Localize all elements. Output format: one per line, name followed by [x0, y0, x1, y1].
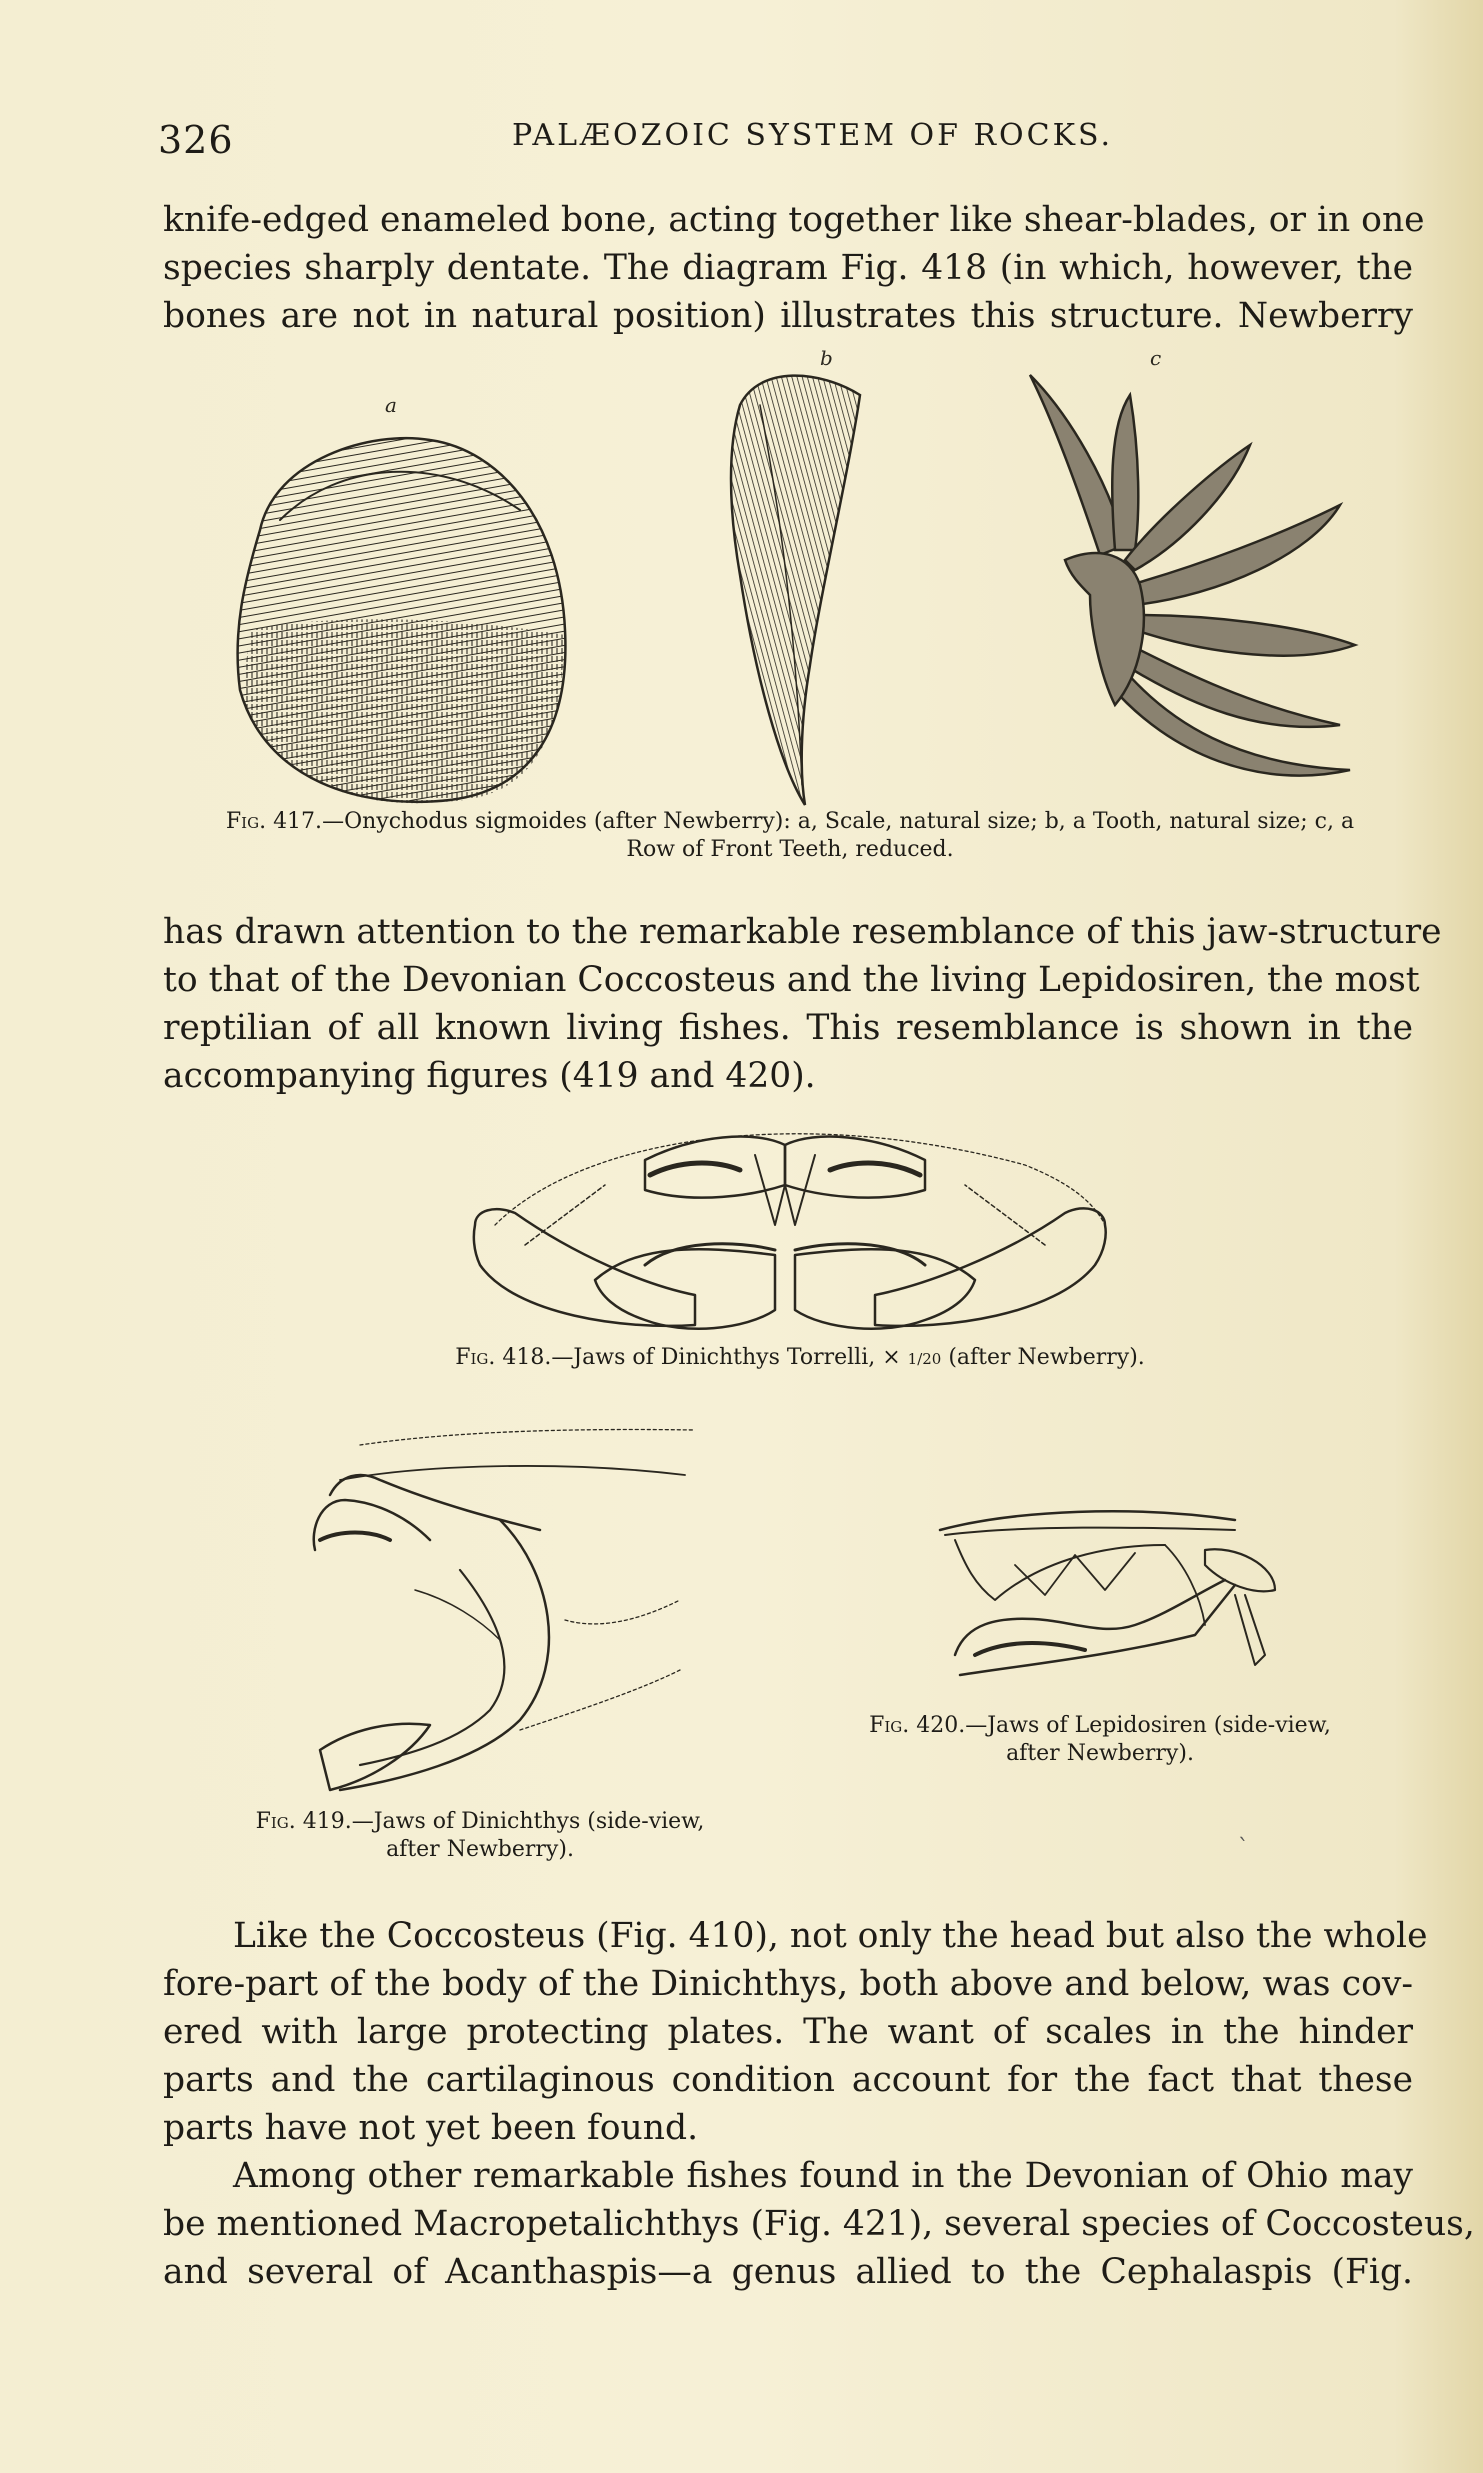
running-title: PALÆOZOIC SYSTEM OF ROCKS. [512, 118, 1114, 153]
text-line: parts have not yet been found. [163, 2108, 699, 2148]
fig417-caption-line1: —Onychodus sigmoides (after Newberry): a, Scale, natural size; b, a Tooth, natural size; c, a [322, 809, 1355, 834]
fig418-jaws-illustration [465, 1115, 1115, 1345]
fig417-tooth-illustration [700, 345, 890, 815]
text-line: parts and the cartilaginous condition account for the fact that these [163, 2060, 1413, 2100]
text-line: accompanying figures (419 and 420). [163, 1056, 816, 1096]
fig420-caption-label: Fig. 420. [869, 1713, 966, 1738]
text-line: Among other remarkable fishes found in the Devonian of Ohio may [233, 2156, 1413, 2196]
bottom-paragraph [163, 1912, 1475, 2296]
fig419-caption-line2: after Newberry). [386, 1837, 574, 1862]
fig417-caption-line2: Row of Front Teeth, reduced. [626, 837, 954, 862]
text-line: fore-part of the body of the Dinichthys, both above and below, was cov- [163, 1964, 1413, 2004]
fig420-caption-line1: —Jaws of Lepidosiren (side-view, [965, 1713, 1331, 1738]
text-line: has drawn attention to the remarkable resemblance of this jaw-structure [163, 912, 1442, 952]
label-b: b [820, 346, 833, 370]
text-line: Like the Coccosteus (Fig. 410), not only the head but also the whole [233, 1916, 1428, 1956]
text-line: knife-edged enameled bone, acting together like shear-blades, or in one [163, 200, 1425, 240]
top-paragraph [163, 196, 1425, 340]
ink-speck: ` [1238, 1836, 1249, 1861]
text-line: and several of Acanthaspis—a genus allied to the Cephalaspis (Fig. [163, 2252, 1413, 2292]
fig417-scale-illustration [220, 400, 580, 810]
fig418-caption-fraction: 1/20 [907, 1350, 942, 1368]
text-line: ered with large protecting plates. The want of scales in the hinder [163, 2012, 1413, 2052]
text-line: be mentioned Macropetalichthys (Fig. 421), several species of Coccosteus, [163, 2204, 1475, 2244]
label-a: a [385, 400, 397, 417]
fig419-caption [230, 1808, 730, 1864]
fig420-caption [830, 1712, 1370, 1768]
fig418-caption-end: (after Newberry). [941, 1345, 1145, 1370]
fig419-caption-label: Fig. 419. [255, 1809, 352, 1834]
label-c: c [1150, 346, 1162, 370]
fig417-teeth-row-illustration [1010, 345, 1370, 795]
page-number: 326 [158, 118, 234, 162]
text-line: species sharply dentate. The diagram Fig. 418 (in which, however, the [163, 248, 1413, 288]
fig420-caption-line2: after Newberry). [1006, 1741, 1194, 1766]
text-line: bones are not in natural position) illustrates this structure. Newberry [163, 296, 1413, 336]
middle-paragraph [163, 908, 1442, 1100]
fig420-jaws-illustration [935, 1505, 1285, 1695]
text-line: to that of the Devonian Coccosteus and the living Lepidosiren, the most [163, 960, 1420, 1000]
fig418-caption-text: —Jaws of Dinichthys Torrelli, × [551, 1345, 908, 1370]
fig418-caption-label: Fig. 418. [455, 1345, 552, 1370]
fig417-caption-label: Fig. 417. [225, 809, 323, 834]
fig417-caption [160, 808, 1420, 864]
text-line: reptilian of all known living fishes. This resemblance is shown in the [163, 1008, 1413, 1048]
fig419-caption-line1: —Jaws of Dinichthys (side-view, [351, 1809, 705, 1834]
fig418-caption [420, 1344, 1180, 1373]
fig419-jaws-illustration [300, 1420, 700, 1800]
